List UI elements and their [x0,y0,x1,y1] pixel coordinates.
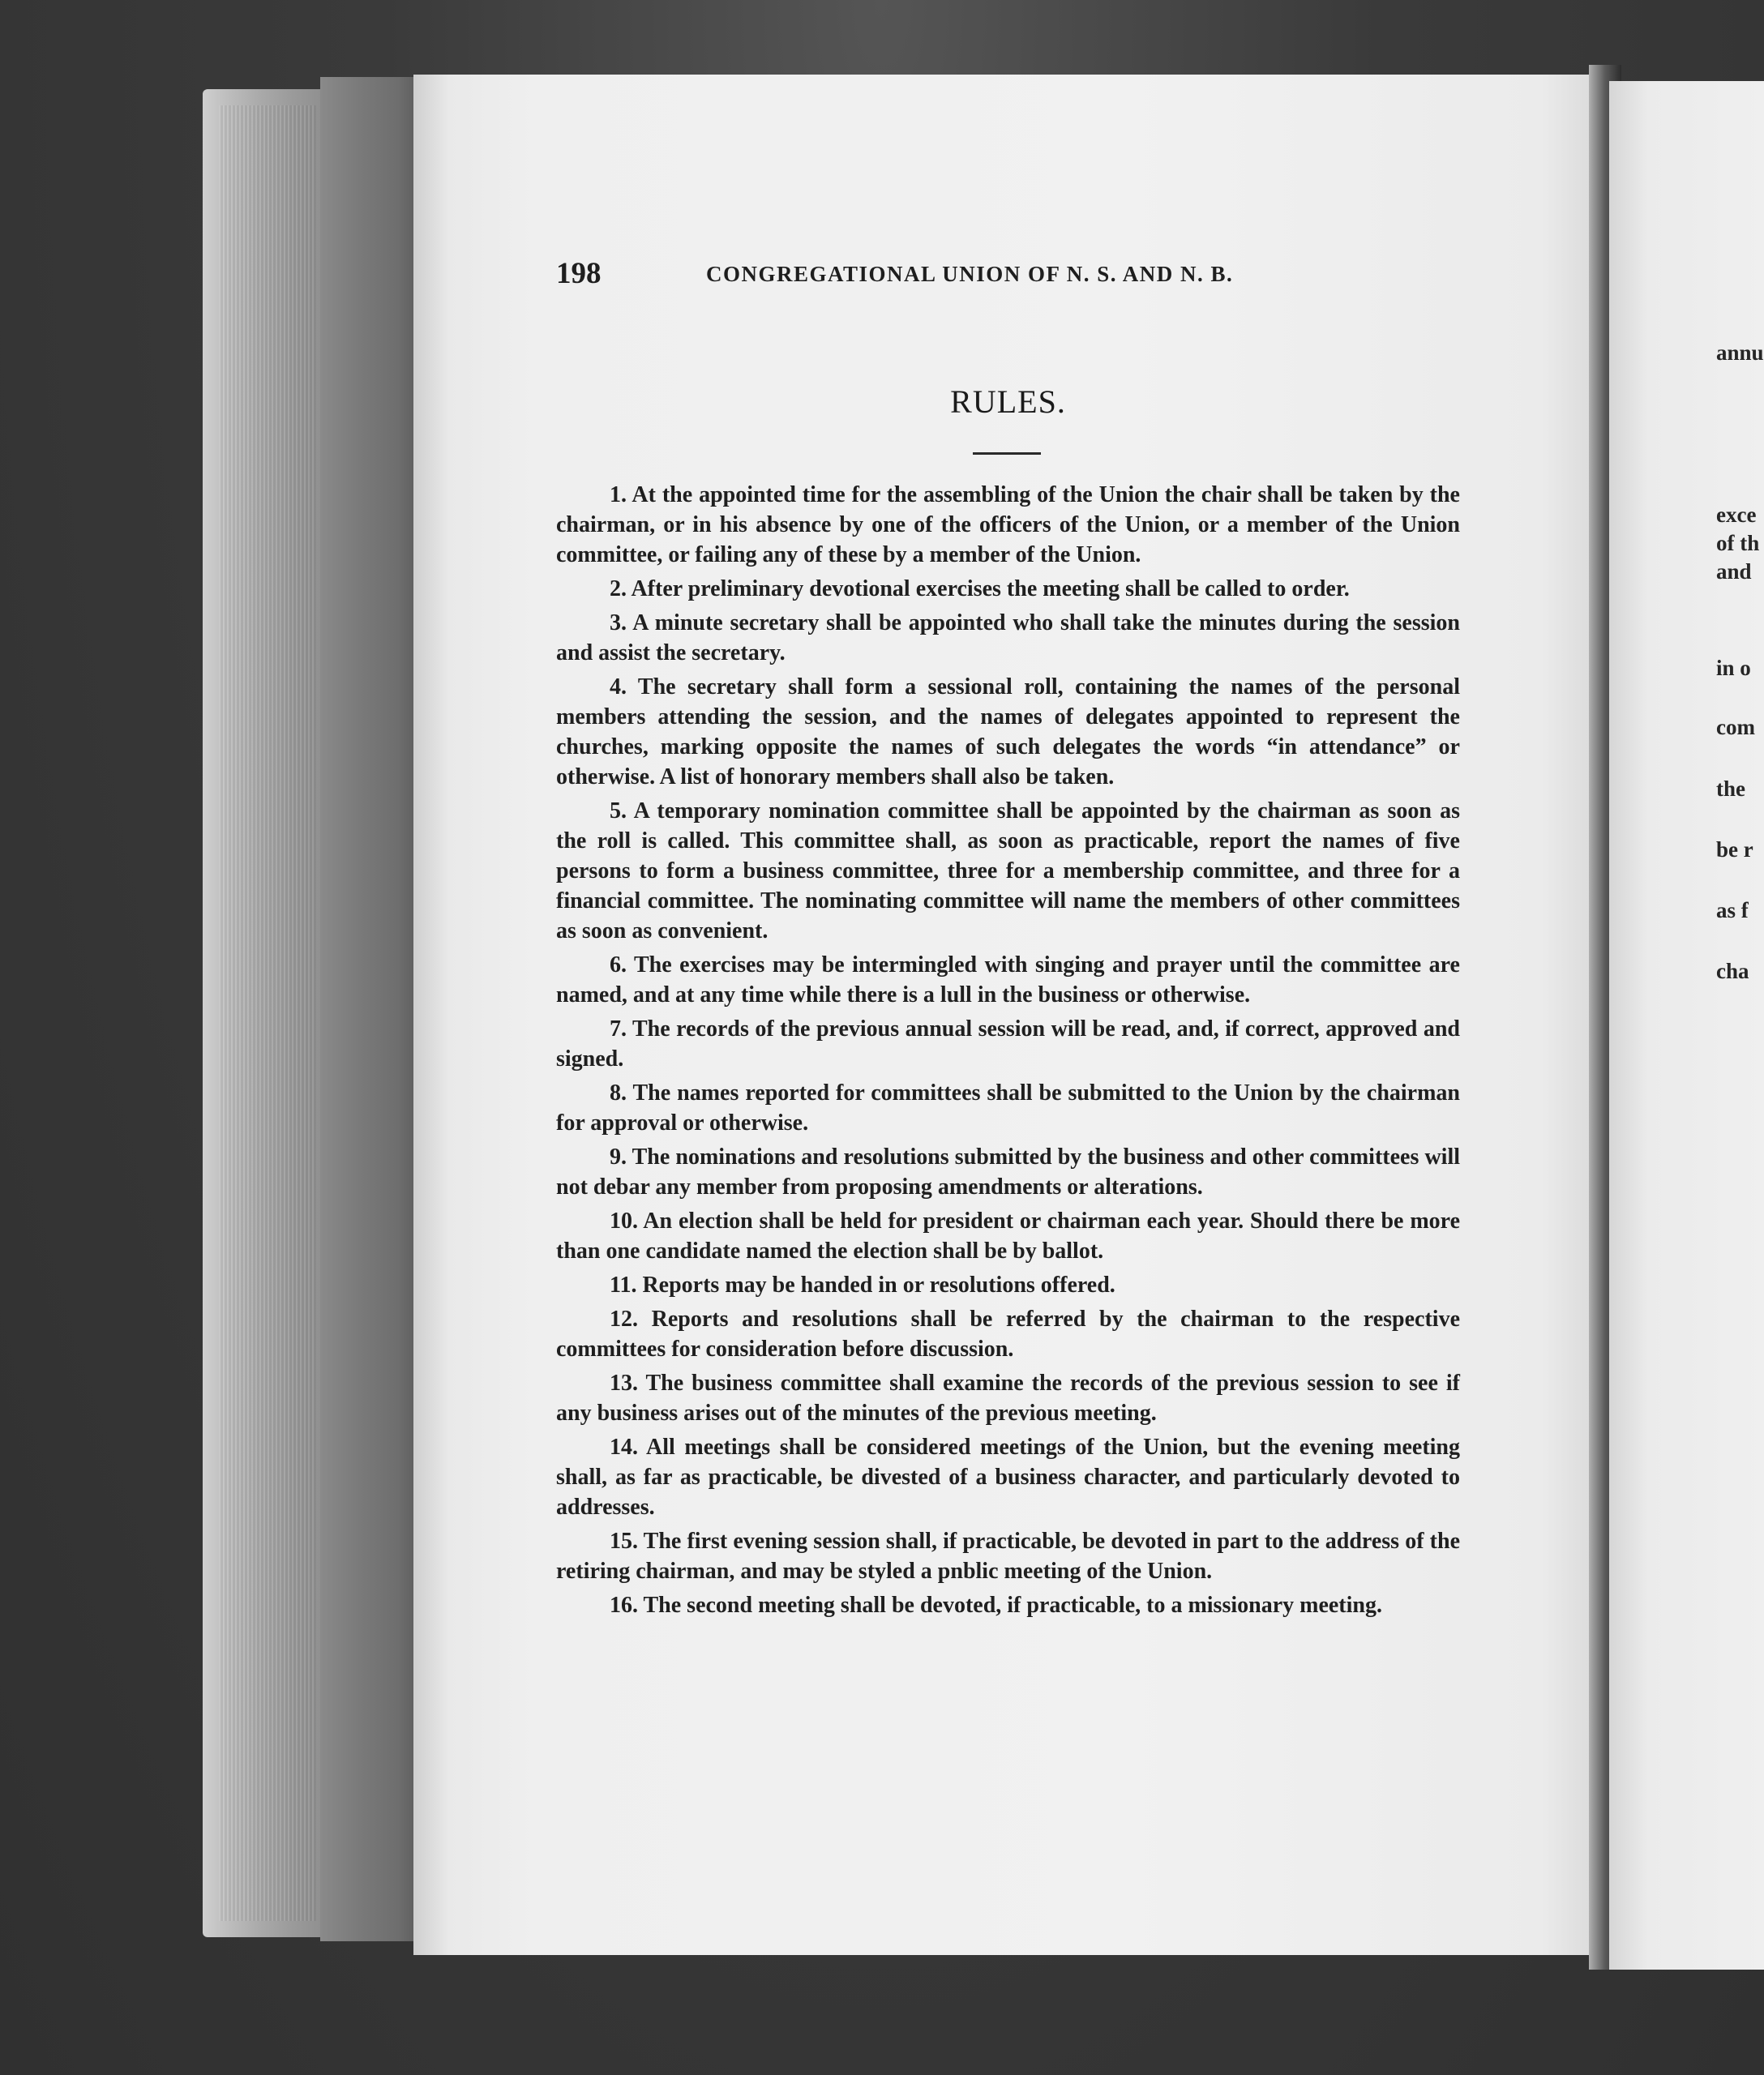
rule-item: 8. The names reported for committees shall be submitted to the Union by the chairman for approval or otherwise. [556,1080,1460,1136]
rule-item: 11. Reports may be handed in or resolutions offered. [610,1273,1115,1298]
rule-item: 13. The business committee shall examine the records of the previous session to see if any business arises out of the minutes of the previous meeting. [556,1371,1460,1426]
facing-fragment: annu [1716,340,1764,365]
rule-item: 16. The second meeting shall be devoted, if practicable, to a missionary meeting. [610,1593,1382,1618]
rule-item: 2. After preliminary devotional exercises the meeting shall be called to order. [610,576,1350,601]
rule-item: 6. The exercises may be intermingled with singing and prayer until the committee are named, and at any time while there is a lull in the business or otherwise. [556,952,1460,1008]
rules-list [556,480,1460,1624]
rule-item: 7. The records of the previous annual session will be read, and, if correct, approved and signed. [556,1016,1460,1072]
running-head-text: CONGREGATIONAL UNION OF N. S. AND N. B. [706,262,1234,286]
book-binding [320,77,417,1941]
running-header [556,256,1460,292]
rule-item: 5. A temporary nomination committee shall be appointed by the chairman as soon as the roll is called. This committee shall, as soon as practicable, report the names of five persons to form a business committee, three for a membership committee, and three for a financial committee. The nominating committee will name the members of other committees as soon as convenient. [556,798,1460,943]
facing-fragment: com [1716,715,1755,739]
rule-item: 3. A minute secretary shall be appointed who shall take the minutes during the session and assist the secretary. [556,610,1460,665]
rule-item: 15. The first evening session shall, if practicable, be devoted in part to the address of the retiring chairman, and may be styled a pnblic meeting of the Union. [556,1529,1460,1584]
section-title: RULES. [950,383,1066,420]
rule-item: 1. At the appointed time for the assembling of the Union the chair shall be taken by the chairman, or in his absence by one of the officers of the Union, or a member of the Union committee, or failing any of these by a member of the Union. [556,482,1460,567]
facing-fragment: exce [1716,503,1757,527]
rule-item: 4. The secretary shall form a sessional roll, containing the names of the personal members attending the session, and the names of delegates appointed to represent the churches, marking opposite the names of such delegates the words “in attendance” or otherwise. A list of honorary members shall also be taken. [556,674,1460,789]
rule-item: 14. All meetings shall be considered meetings of the Union, but the evening meeting shall, as far as practicable, be divested of a business character, and particularly devoted to addresses. [556,1435,1460,1520]
title-rule [973,452,1041,455]
page-stack-lines [219,105,316,1921]
rule-item: 9. The nominations and resolutions submitted by the business and other committees will not debar any member from proposing amendments or alterations. [556,1144,1460,1200]
facing-fragment: as f [1716,898,1749,922]
facing-page-text [1609,81,1764,1970]
rule-item: 12. Reports and resolutions shall be referred by the chairman to the respective committees for consideration before discussion. [556,1307,1460,1362]
facing-fragment: the [1716,777,1745,801]
facing-fragment: cha [1716,959,1749,983]
rule-item: 10. An election shall be held for president or chairman each year. Should there be more than one candidate named the election shall be by ballot. [556,1209,1460,1264]
page-number: 198 [556,257,602,290]
facing-fragment: of th [1716,531,1760,555]
facing-fragment: be r [1716,837,1753,862]
facing-fragment: in o [1716,656,1751,680]
facing-fragment: and [1716,559,1752,584]
